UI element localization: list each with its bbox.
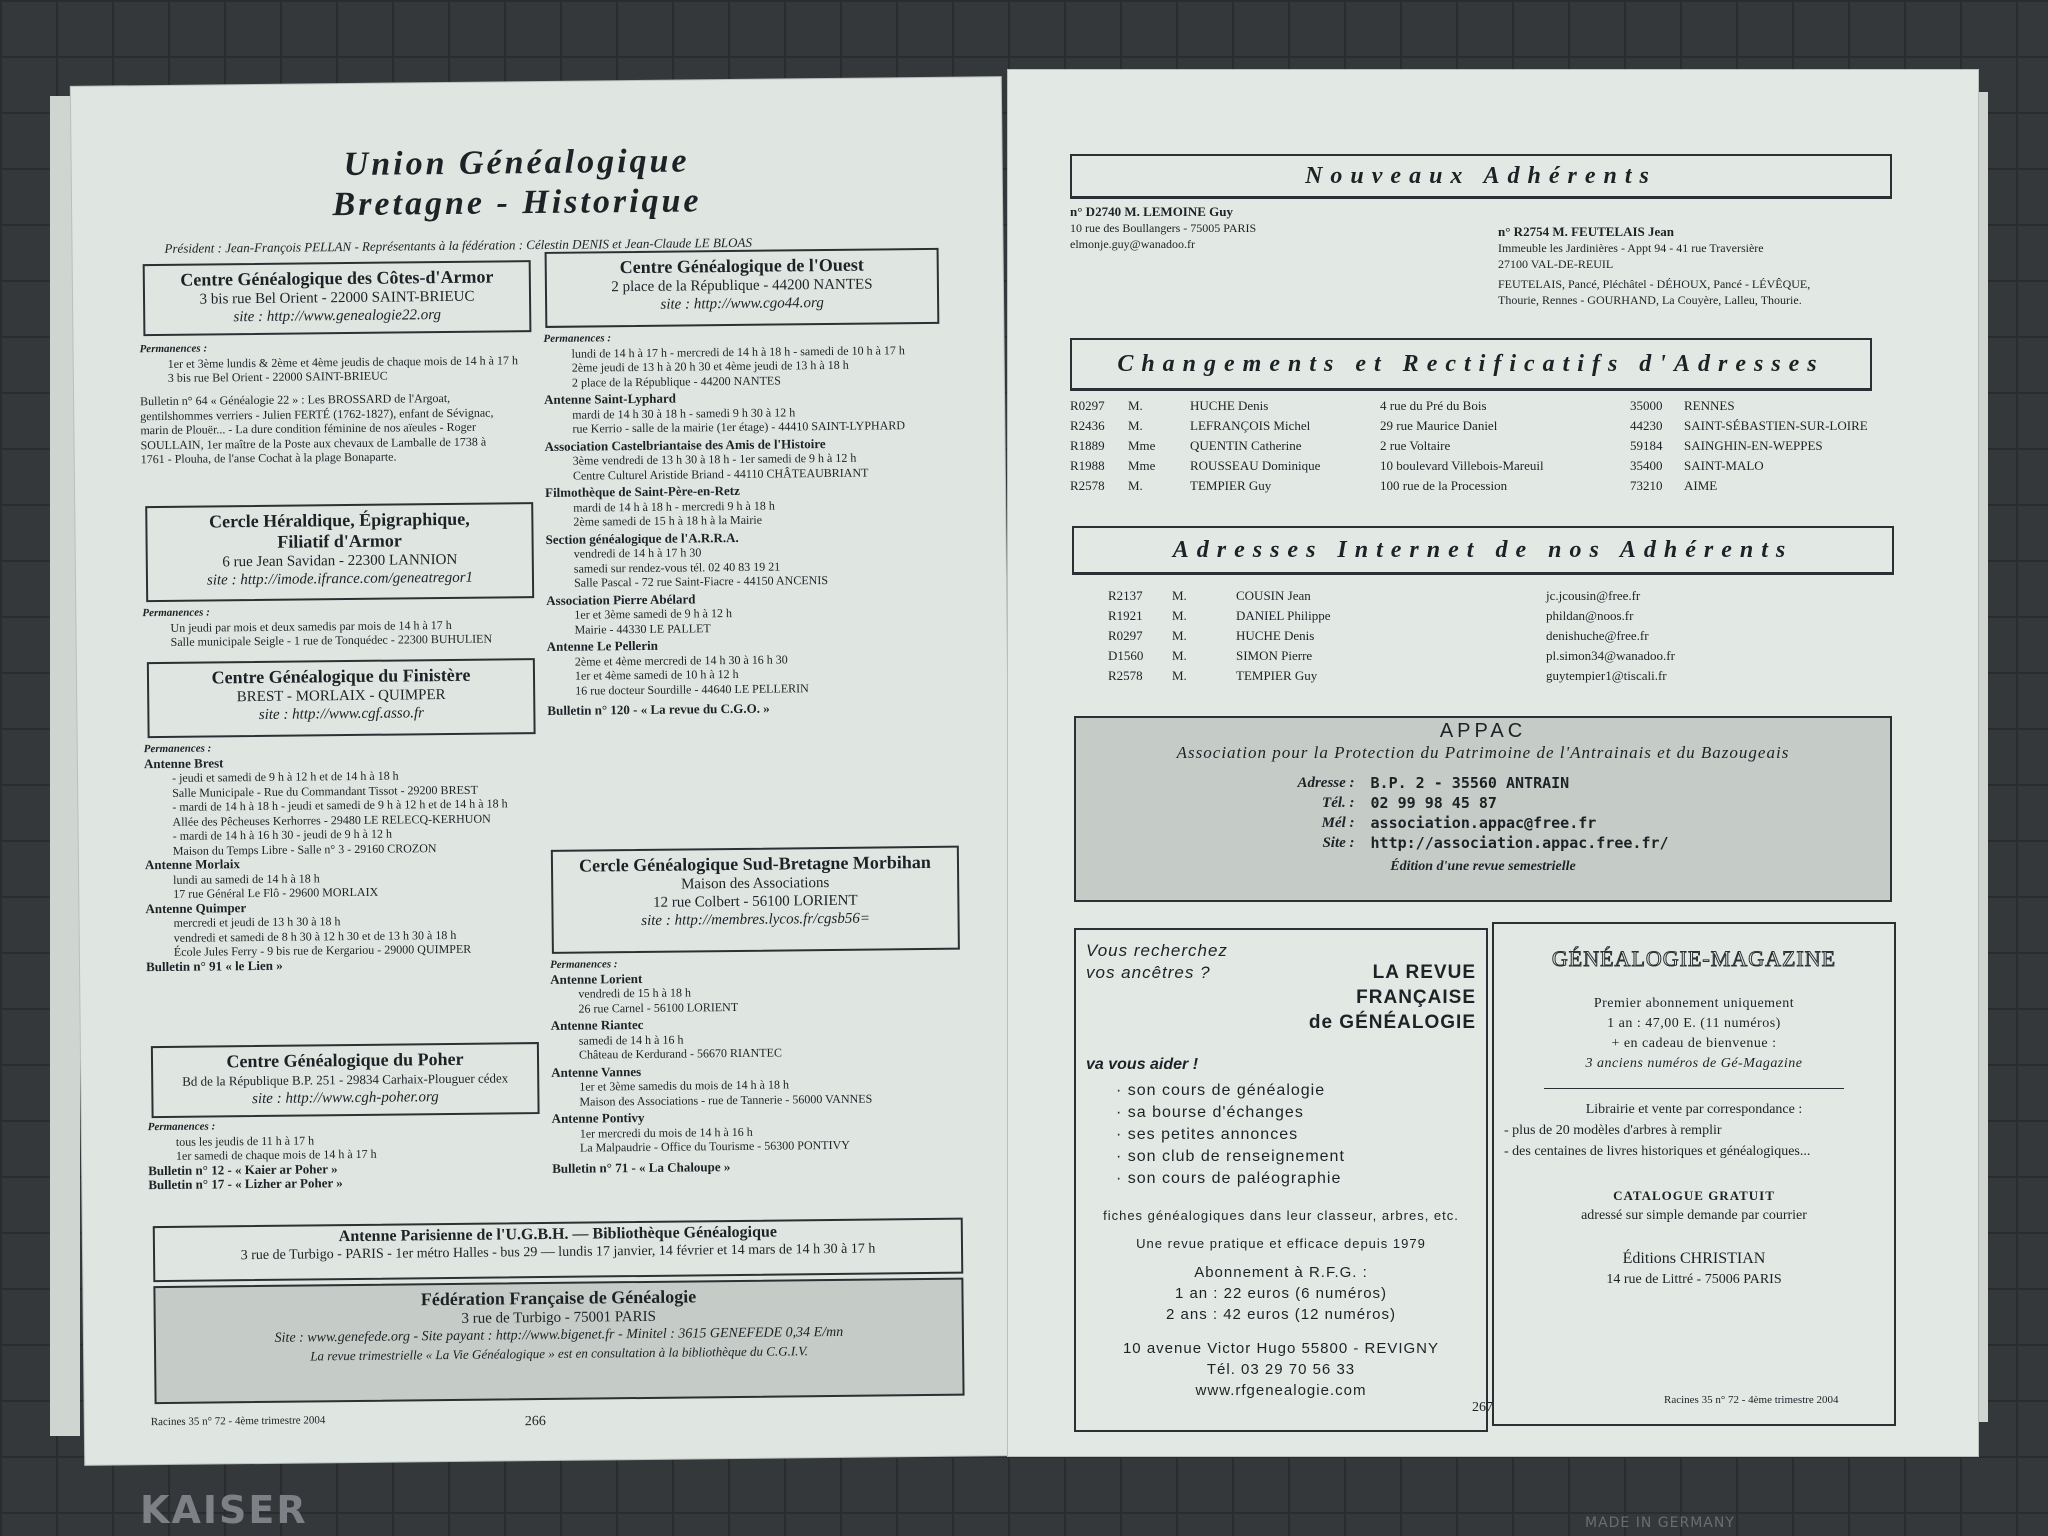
text-line: La Malpaudrie - Office du Tourisme - 56300 PONTIVY	[579, 1137, 851, 1155]
civility-cell: M.	[1128, 478, 1143, 493]
text-line: 26 rue Carnel - 56100 LORIENT	[578, 999, 739, 1016]
rfg-item: · son club de renseignement	[1116, 1148, 1345, 1165]
text-line: gentilshommes verriers - Julien FERTÉ (1762-1827), enfant de Sévignac,	[140, 404, 494, 423]
permanences-label: Permanences :	[543, 332, 612, 345]
text-line: samedi de 14 h à 16 h	[578, 1032, 684, 1048]
rfg-title-3: de GÉNÉALOGIE	[1308, 1012, 1476, 1033]
table-row	[1108, 586, 1908, 606]
text-line: Salle municipale Seigle - 1 rue de Tonquédec - 22300 BUHULIEN	[170, 631, 493, 649]
finistere-heading: Centre Généalogique du Finistère	[211, 664, 471, 688]
permanences-label: Permanences :	[549, 958, 618, 971]
antenne-label: Antenne Lorient	[550, 970, 643, 987]
text-line: 27100 VAL-DE-REUIL	[1498, 257, 1614, 271]
permanences-label: Permanences :	[139, 342, 208, 356]
email-cell[interactable]: jc.jcousin@free.fr	[1546, 588, 1641, 603]
civility-cell: M.	[1172, 628, 1187, 643]
street-cell: 29 rue Maurice Daniel	[1380, 418, 1498, 433]
ouest-address: 2 place de la République - 44200 NANTES	[611, 276, 873, 296]
finistere-box	[147, 658, 536, 738]
text-line: mardi de 14 h à 18 h - mercredi 9 h à 18 h	[573, 498, 775, 515]
cotes-armor-bulletin	[140, 390, 541, 467]
text-line: École Jules Ferry - 9 bis rue de Kergariou - 29000 QUIMPER	[173, 941, 472, 959]
rfg-item: · sa bourse d'échanges	[1116, 1104, 1304, 1121]
name-cell: TEMPIER Guy	[1236, 668, 1318, 683]
morbihan-line1: Maison des Associations	[680, 875, 830, 893]
antenne-label: Antenne Le Pellerin	[546, 637, 658, 654]
text-line: 1er mercredi du mois de 14 h à 16 h	[579, 1124, 753, 1141]
rfg-price-1: 1 an : 22 euros (6 numéros)	[1174, 1285, 1388, 1302]
rfg-phone: Tél. 03 29 70 56 33	[1206, 1361, 1356, 1378]
internet-header: Adresses Internet de nos Adhérents	[1072, 526, 1894, 575]
text-line: Maison du Temps Libre - Salle n° 3 - 29160 CROZON	[172, 840, 437, 858]
brand-made-in-text: MADE IN GERMANY	[1585, 1515, 1735, 1531]
antenne-label: Association Pierre Abélard	[546, 590, 696, 608]
permanences-label: Permanences :	[143, 742, 212, 756]
city-cell: RENNES	[1684, 398, 1735, 413]
civility-cell: M.	[1172, 668, 1187, 683]
text-line: 3 bis rue Bel Orient - 22000 SAINT-BRIEUC	[167, 368, 388, 385]
text-line: 1761 - Plouha, de l'anse Cochat à la plage Bonaparte.	[140, 449, 397, 467]
postcode-cell: 35000	[1630, 398, 1663, 413]
rfg-question-2: vos ancêtres ?	[1086, 963, 1211, 982]
gm-divider	[1544, 1088, 1844, 1089]
appac-label: Site :	[1322, 835, 1355, 851]
rfg-tagline: Une revue pratique et efficace depuis 1979	[1136, 1236, 1426, 1251]
appac-phone: 02 99 98 45 87	[1370, 794, 1497, 812]
text-line: SOULLAIN, 1er maître de la Poste aux chevaux de Lamballe de 1738 à	[140, 434, 487, 452]
city-cell: AIME	[1684, 478, 1718, 493]
new-member-2	[1498, 224, 1918, 308]
left-page	[71, 77, 1015, 1465]
postcode-cell: 59184	[1630, 438, 1663, 453]
name-cell: LEFRANÇOIS Michel	[1190, 418, 1311, 433]
cercle-permanences	[142, 602, 542, 650]
cercle-heading-1: Cercle Héraldique, Épigraphique,	[208, 508, 470, 532]
member-id-cell: R2578	[1070, 478, 1105, 493]
email-cell[interactable]: guytempier1@tiscali.fr	[1546, 668, 1667, 683]
poher-details	[148, 1116, 549, 1193]
text-line: Salle Pascal - 72 rue Saint-Fiacre - 44150 ANCENIS	[573, 573, 829, 590]
text-line: Salle Municipale - Rue du Commandant Tissot - 29200 BREST	[172, 782, 478, 800]
member-id-cell: R1988	[1070, 458, 1105, 473]
table-row	[1070, 416, 1950, 436]
city-cell: SAINT-MALO	[1684, 458, 1764, 473]
gm-logo-title: GÉNÉALOGIE-MAGAZINE	[1551, 946, 1837, 971]
changements-header: Changements et Rectificatifs d'Adresses	[1070, 338, 1872, 391]
bulletin-line: Bulletin n° 17 - « Lizher ar Poher »	[148, 1175, 343, 1193]
bulletin-line: Bulletin n° 12 - « Kaier ar Poher »	[148, 1160, 338, 1178]
text-line: 3ème vendredi de 13 h 30 à 18 h - 1er samedi de 9 h à 12 h	[572, 450, 857, 468]
antenne-label: Antenne Morlaix	[144, 856, 241, 873]
rfg-website[interactable]: www.rfgenealogie.com	[1195, 1382, 1367, 1399]
member-email: elmonje.guy@wanadoo.fr	[1070, 237, 1196, 251]
civility-cell: Mme	[1128, 458, 1156, 473]
cercle-heading-2: Filiatif d'Armor	[277, 530, 402, 552]
cotes-armor-heading: Centre Généalogique des Côtes-d'Armor	[180, 266, 494, 290]
street-cell: 4 rue du Pré du Bois	[1380, 398, 1487, 413]
ouest-box	[545, 248, 940, 328]
bulletin-line: Bulletin n° 120 - « La revue du C.G.O. »	[547, 700, 770, 718]
name-cell: COUSIN Jean	[1236, 588, 1311, 603]
rfg-fiches: fiches généalogiques dans leur classeur, arbres, etc.	[1103, 1208, 1459, 1223]
text-line: 1er et 3ème samedis du mois de 14 h à 18 h	[579, 1077, 789, 1094]
antenne-label: Association Castelbriantaise des Amis de l'Histoire	[544, 435, 826, 454]
appac-address: B.P. 2 - 35560 ANTRAIN	[1370, 774, 1570, 792]
gm-publisher: Éditions CHRISTIAN	[1622, 1250, 1766, 1267]
appac-site[interactable]: http://association.appac.free.fr/	[1370, 834, 1669, 852]
text-line: lundi de 14 h à 17 h - mercredi de 14 h à 18 h - samedi de 10 h à 17 h	[571, 342, 905, 361]
appac-label: Mél :	[1321, 815, 1355, 831]
member-id-cell: R2137	[1108, 588, 1143, 603]
member-id-cell: R2578	[1108, 668, 1143, 683]
bulletin-line: Bulletin n° 91 « le Lien »	[145, 957, 283, 974]
gm-address: 14 rue de Littré - 75006 PARIS	[1606, 1272, 1782, 1287]
federation-box	[153, 1278, 964, 1404]
appac-subtitle: Association pour la Protection du Patrimoine de l'Antrainais et du Bazougeais	[1176, 743, 1790, 762]
page-title-line2: Bretagne - Historique	[332, 182, 702, 224]
text-line: 1er et 4ème samedi de 10 h à 12 h	[574, 666, 739, 683]
text-line: 2ème et 4ème mercredi de 14 h 30 à 16 h 30	[574, 651, 788, 669]
city-cell: SAINGHIN-EN-WEPPES	[1684, 438, 1823, 453]
text-line: Un jeudi par mois et deux samedis par mois de 14 h à 17 h	[170, 617, 452, 635]
cercle-address: 6 rue Jean Savidan - 22300 LANNION	[222, 551, 458, 571]
text-line: Immeuble les Jardinières - Appt 94 - 41 rue Traversière	[1498, 241, 1764, 255]
postcode-cell: 73210	[1630, 478, 1663, 493]
civility-cell: M.	[1172, 648, 1187, 663]
text-line: Mairie - 44330 LE PALLET	[574, 620, 711, 637]
permanences-label: Permanences :	[147, 1120, 216, 1134]
federation-address: 3 rue de Turbigo - 75001 PARIS	[461, 1308, 657, 1327]
federation-note: La revue trimestrielle « La Vie Généalogique » est en consultation à la bibliothèque du C.G.I.V.	[310, 1343, 808, 1364]
civility-cell: M.	[1128, 418, 1143, 433]
rfg-item: · son cours de paléographie	[1116, 1170, 1342, 1187]
ouest-site: site : http://www.cgo44.org	[660, 295, 824, 313]
appac-label: Adresse :	[1297, 775, 1355, 791]
ouest-heading: Centre Généalogique de l'Ouest	[619, 254, 864, 278]
name-cell: QUENTIN Catherine	[1190, 438, 1302, 453]
email-cell[interactable]: phildan@noos.fr	[1546, 608, 1634, 623]
changements-table	[1070, 396, 1950, 496]
parisienne-heading: Antenne Parisienne de l'U.G.B.H. — Bibliothèque Généalogique	[338, 1223, 778, 1246]
rfg-title-1: LA REVUE	[1372, 962, 1476, 983]
text-line: Château de Kerdurand - 56670 RIANTEC	[578, 1045, 782, 1062]
text-line: 2ème samedi de 15 h à 18 h à la Mairie	[573, 512, 763, 529]
text-line: 1er et 3ème samedi de 9 h à 12 h	[574, 606, 733, 622]
rfg-ad-box	[1074, 928, 1488, 1432]
name-cell: DANIEL Philippe	[1236, 608, 1331, 623]
text-line: samedi sur rendez-vous tél. 02 40 83 19 21	[573, 559, 781, 576]
rfg-price-2: 2 ans : 42 euros (12 numéros)	[1166, 1306, 1396, 1323]
cercle-site: site : http://imode.ifrance.com/geneatregor1	[206, 569, 474, 589]
text-line: marin de Plouër... - La dure condition féminine de nos aïeules - Roger	[140, 419, 477, 438]
table-row	[1070, 476, 1950, 496]
table-row	[1108, 626, 1908, 646]
name-cell: SIMON Pierre	[1236, 648, 1313, 663]
email-cell[interactable]: pl.simon34@wanadoo.fr	[1546, 648, 1675, 663]
rfg-title-2: FRANÇAISE	[1356, 987, 1476, 1008]
page-number: 266	[524, 1414, 546, 1430]
postcode-cell: 35400	[1630, 458, 1663, 473]
cotes-armor-permanences	[139, 338, 539, 386]
civility-cell: M.	[1128, 398, 1143, 413]
morbihan-line2: 12 rue Colbert - 56100 LORIENT	[653, 892, 858, 911]
antenne-label: Antenne Quimper	[145, 899, 247, 916]
text-line: vendredi de 14 h à 17 h 30	[573, 545, 702, 561]
nouveaux-adherents-header: Nouveaux Adhérents	[1070, 154, 1892, 199]
text-line: Maison des Associations - rue de Tannerie - 56000 VANNES	[579, 1091, 873, 1109]
page-number: 267	[1472, 1400, 1493, 1415]
rfg-address: 10 avenue Victor Hugo 55800 - REVIGNY	[1122, 1340, 1440, 1357]
poher-box	[151, 1042, 540, 1118]
text-line: mardi de 14 h 30 à 18 h - samedi 9 h 30 à 12 h	[572, 404, 796, 422]
antenne-label: Antenne Riantec	[550, 1016, 644, 1033]
right-page	[1008, 70, 1978, 1456]
text-line: - jeudi et samedi de 9 h à 12 h et de 14 h à 18 h	[171, 768, 399, 785]
appac-label: Tél. :	[1322, 795, 1355, 811]
antenne-label: Antenne Vannes	[551, 1063, 642, 1080]
member-id-cell: R0297	[1108, 628, 1143, 643]
gm-line: Librairie et vente par correspondance :	[1585, 1102, 1803, 1117]
street-cell: 100 rue de la Procession	[1380, 478, 1508, 493]
member-id-cell: R0297	[1070, 398, 1105, 413]
appac-title: APPAC	[1439, 720, 1527, 742]
president-line: Président : Jean-François PELLAN - Représentants à la fédération : Célestin DENIS et Jean-Claude LE BLOAS	[164, 234, 752, 256]
antenne-label: Antenne Pontivy	[551, 1109, 645, 1126]
name-cell: TEMPIER Guy	[1190, 478, 1272, 493]
street-cell: 2 rue Voltaire	[1380, 438, 1451, 453]
internet-table	[1108, 586, 1908, 686]
text-line: vendredi de 15 h à 18 h	[578, 985, 692, 1001]
text-line: - mardi de 14 h à 18 h - jeudi et samedi de 9 h à 12 h et de 14 h à 18 h	[172, 796, 508, 814]
email-cell[interactable]: denishuche@free.fr	[1546, 628, 1649, 643]
postcode-cell: 44230	[1630, 418, 1663, 433]
cotes-armor-address: 3 bis rue Bel Orient - 22000 SAINT-BRIEUC	[199, 288, 475, 308]
antenne-label: Antenne Saint-Lyphard	[544, 390, 677, 407]
antenne-parisienne-box	[153, 1218, 964, 1282]
federation-sites: Site : www.genefede.org - Site payant : http://www.bigenet.fr - Minitel : 3615 GENEFEDE 0,34 E/mn	[274, 1324, 844, 1346]
text-line: FEUTELAIS, Pancé, Pléchâtel - DÉHOUX, Pancé - LÉVÊQUE,	[1498, 277, 1811, 291]
table-row	[1070, 456, 1950, 476]
ouest-details	[543, 328, 967, 719]
member-id-cell: R1889	[1070, 438, 1105, 453]
rfg-va-vous-aider: va vous aider !	[1086, 1056, 1199, 1073]
finistere-cities: BREST - MORLAIX - QUIMPER	[236, 687, 446, 706]
gm-line: + en cadeau de bienvenue :	[1611, 1036, 1777, 1051]
gm-line: - plus de 20 modèles d'arbres à remplir	[1504, 1123, 1722, 1138]
genealogie-magazine-ad-box	[1492, 922, 1896, 1426]
morbihan-box	[551, 846, 960, 954]
morbihan-details	[550, 954, 972, 1176]
text-line: Thourie, Rennes - GOURHAND, La Couyère, Lalleu, Thourie.	[1498, 293, 1802, 307]
brand-logo-text: KAISER	[140, 1488, 308, 1532]
text-line: lundi au samedi de 14 h à 18 h	[173, 870, 320, 887]
antenne-label: Section généalogique de l'A.R.R.A.	[545, 529, 739, 547]
new-member-1	[1070, 204, 1450, 252]
table-row	[1108, 666, 1908, 686]
text-line: Centre Culturel Aristide Briand - 44110 CHÂTEAUBRIANT	[572, 465, 869, 483]
text-line: 2ème jeudi de 13 h à 20 h 30 et 4ème jeudi de 13 h à 18 h	[571, 357, 849, 375]
morbihan-site: site : http://membres.lycos.fr/cgsb56=	[641, 910, 870, 929]
finistere-site: site : http://www.cgf.asso.fr	[258, 705, 425, 723]
antenne-label: Antenne Brest	[143, 754, 224, 771]
poher-heading: Centre Généalogique du Poher	[226, 1048, 464, 1072]
table-row	[1108, 646, 1908, 666]
gm-line: Premier abonnement uniquement	[1593, 996, 1795, 1011]
table-row	[1108, 606, 1908, 626]
antenne-label: Filmothèque de Saint-Père-en-Retz	[545, 482, 740, 500]
rfg-item: · son cours de généalogie	[1116, 1082, 1326, 1099]
name-cell: HUCHE Denis	[1236, 628, 1315, 643]
text-line: Allée des Pêcheuses Kerhorres - 29480 LE RELECQ-KERHUON	[172, 811, 491, 829]
page-title-line1: Union Généalogique	[343, 142, 690, 184]
bulletin-line: Bulletin n° 71 - « La Chaloupe »	[552, 1158, 731, 1176]
federation-heading: Fédération Française de Généalogie	[420, 1286, 697, 1310]
text-line: Bulletin n° 64 « Généalogie 22 » : Les BROSSARD de l'Argoat,	[140, 390, 451, 409]
appac-box	[1074, 716, 1892, 902]
rfg-question-1: Vous recherchez	[1086, 941, 1228, 960]
civility-cell: M.	[1172, 608, 1187, 623]
appac-email[interactable]: association.appac@free.fr	[1370, 814, 1597, 832]
text-line: tous les jeudis de 11 h à 17 h	[175, 1132, 315, 1149]
footer-issue: Racines 35 n° 72 - 4ème trimestre 2004	[150, 1414, 326, 1429]
name-cell: HUCHE Denis	[1190, 398, 1269, 413]
member-id-name: n° R2754 M. FEUTELAIS Jean	[1498, 224, 1675, 239]
text-line: 10 rue des Boullangers - 75005 PARIS	[1070, 221, 1257, 235]
text-line: 2 place de la République - 44200 NANTES	[571, 372, 781, 390]
cotes-armor-box	[143, 260, 532, 336]
gm-line: adressé sur simple demande par courrier	[1581, 1208, 1807, 1223]
cercle-heraldique-box	[145, 502, 534, 602]
city-cell: SAINT-SÉBASTIEN-SUR-LOIRE	[1684, 418, 1868, 433]
cotes-armor-site: site : http://www.genealogie22.org	[233, 307, 442, 326]
rfg-abonnement: Abonnement à R.F.G. :	[1194, 1264, 1368, 1281]
member-id-cell: R1921	[1108, 608, 1143, 623]
morbihan-heading: Cercle Généalogique Sud-Bretagne Morbihan	[578, 851, 931, 876]
civility-cell: M.	[1172, 588, 1187, 603]
table-row	[1070, 436, 1950, 456]
name-cell: ROUSSEAU Dominique	[1190, 458, 1321, 473]
text-line: mercredi et jeudi de 13 h 30 à 18 h	[173, 914, 341, 930]
member-id-cell: R2436	[1070, 418, 1105, 433]
member-id-cell: D1560	[1108, 648, 1144, 663]
finistere-details	[144, 738, 546, 974]
text-line: vendredi et samedi de 8 h 30 à 12 h 30 et de 13 h 30 à 18 h	[173, 927, 457, 945]
text-line: - mardi de 14 h à 16 h 30 - jeudi de 9 h à 12 h	[172, 826, 393, 843]
gm-line: 1 an : 47,00 E. (11 numéros)	[1607, 1016, 1781, 1031]
parisienne-details: 3 rue de Turbigo - PARIS - 1er métro Halles - bus 29 — lundis 17 janvier, 14 février et 14 mars de 14 h 30 à 17 h	[240, 1241, 876, 1264]
table-row	[1070, 396, 1950, 416]
text-line: 17 rue Général Le Flô - 29600 MORLAIX	[173, 884, 379, 901]
gm-line: 3 anciens numéros de Gé-Magazine	[1585, 1056, 1803, 1071]
text-line: 1er et 3ème lundis & 2ème et 4ème jeudis de chaque mois de 14 h à 17 h	[167, 352, 518, 371]
poher-address: Bd de la République B.P. 251 - 29834 Carhaix-Plouguer cédex	[182, 1070, 509, 1089]
gm-line: - des centaines de livres historiques et généalogiques...	[1504, 1144, 1811, 1159]
street-cell: 10 boulevard Villebois-Mareuil	[1380, 458, 1544, 473]
civility-cell: Mme	[1128, 438, 1156, 453]
appac-footer: Édition d'une revue semestrielle	[1390, 859, 1576, 874]
footer-issue: Racines 35 n° 72 - 4ème trimestre 2004	[1664, 1394, 1839, 1406]
permanences-label: Permanences :	[142, 606, 210, 620]
rfg-item: · ses petites annonces	[1116, 1126, 1299, 1143]
text-line: 1er samedi de chaque mois de 14 h à 17 h	[175, 1146, 377, 1163]
text-line: rue Kerrio - salle de la mairie (1er étage) - 44410 SAINT-LYPHARD	[572, 418, 906, 436]
gm-catalogue: CATALOGUE GRATUIT	[1613, 1188, 1775, 1203]
poher-site: site : http://www.cgh-poher.org	[251, 1089, 439, 1108]
text-line: 16 rue docteur Sourdille - 44640 LE PELLERIN	[575, 680, 809, 698]
member-id-name: n° D2740 M. LEMOINE Guy	[1070, 204, 1234, 219]
